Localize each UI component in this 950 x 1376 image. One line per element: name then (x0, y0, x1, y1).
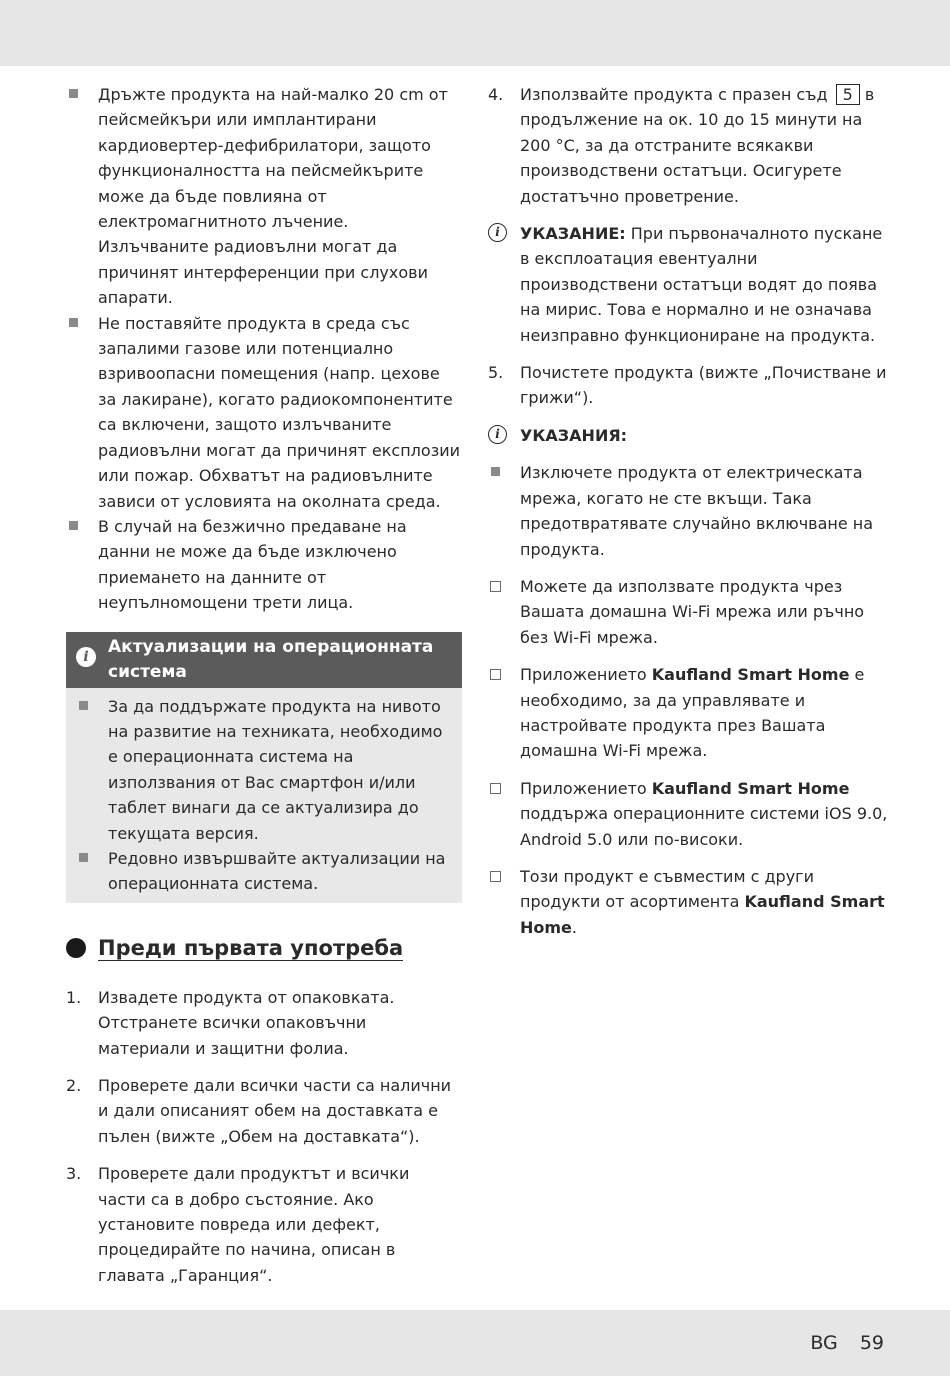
list-item: Можете да използвате продукта чрез Вашата домашна Wi-Fi мрежа или ръчно без Wi-Fi мрежа. (488, 574, 888, 650)
brand-name: Kaufland Smart Home (651, 778, 850, 798)
item-text: поддържа операционните системи iOS 9.0, Android 5.0 или по-високи. (520, 804, 888, 849)
part-reference: 5 (836, 84, 860, 105)
info-box-title: Актуализации на операционната система (108, 636, 434, 682)
item-text: Този продукт е съвместим с други продукти от асортимента (520, 866, 814, 912)
list-item: В случай на безжично предаване на данни не може да бъде изключено приемането на данните от неупълномощени трети лица. (66, 514, 462, 616)
note-text: При първоначалното пускане в експлоатация евентуални производствени остатъци водят до поява на мирис. Това е нормално и не означава неизправно функциониране на продукта. (520, 224, 883, 345)
step-number: 3. (66, 1164, 82, 1184)
brand-name: Kaufland Smart Home (520, 892, 885, 937)
note-label: УКАЗАНИЕ: (520, 224, 626, 244)
item-text: Приложението (520, 778, 647, 798)
step-number: 4. (488, 85, 504, 104)
list-item: Дръжте продукта на най-малко 20 cm от пейсмейкъри или имплантирани кардиовертер-дефибрилатори, защото функционалността на пейсмейкърите може да бъде повлияна от електромагнитното лъчение. Излъчваните радиовълни могат да причинят интерференции при слухови апарати. (66, 82, 462, 311)
step-item (488, 360, 888, 411)
bullet-dot-icon (66, 938, 86, 958)
list-item: Не поставяйте продукта в среда със запалими газове или потенциално взривоопасни помещения (напр. цехове за лакиране), когато радиокомпонентите са включени, защото излъчваните радиовълни могат да причинят експлозии или пожар. Обхватът на радиовълните зависи от условията на околната среда. (66, 311, 462, 514)
item-text: е необходимо, за да управлявате и настройвате продукта през Вашата домашна Wi-Fi мрежа. (520, 665, 865, 761)
brand-name: Kaufland Smart Home (651, 665, 850, 685)
list-item (488, 662, 888, 764)
step-number: 2. (66, 1076, 82, 1095)
os-update-info-box (66, 632, 462, 903)
notes-label: УКАЗАНИЯ: (520, 425, 628, 445)
section-heading (66, 933, 462, 963)
list-item: Изключете продукта от електрическата мрежа, когато не сте вкъщи. Така предотвратявате случайно включване на продукта. (488, 460, 888, 562)
info-icon: i (76, 647, 96, 667)
step-text: Извадете продукта от опаковката. Отстранете всички опаковъчни материали и защитни фолиа. (98, 987, 395, 1058)
step-text: Проверете дали продуктът и всички части са в добро състояние. Ако установите повреда или дефект, процедирайте по начина, описан в главата „Гаранция“. (98, 1164, 410, 1285)
info-icon: i (488, 425, 507, 444)
section-title: Преди първата употреба (98, 935, 404, 960)
info-icon: i (488, 223, 507, 242)
right-column (488, 82, 888, 952)
info-box-body (66, 688, 462, 897)
note-block (488, 221, 888, 348)
footer-band (0, 1310, 950, 1376)
step-item (66, 1073, 462, 1149)
step-item (66, 985, 462, 1061)
step-number: 5. (488, 363, 504, 383)
left-column (66, 82, 462, 1300)
list-item (488, 864, 888, 940)
notes-heading (488, 423, 888, 448)
item-text: . (571, 917, 577, 937)
step-item (66, 1161, 462, 1288)
info-box-header (66, 632, 462, 688)
page-number: 59 (859, 1332, 884, 1354)
step-text: Използвайте продукта с празен съд (520, 85, 828, 104)
step-text: Проверете дали всички части са налични и дали описаният обем на доставката е пълен (вижте „Обем на доставката“). (98, 1076, 452, 1146)
header-band (0, 0, 950, 66)
step-number: 1. (66, 987, 82, 1007)
step-text: Почистете продукта (вижте „Почистване и грижи“). (520, 363, 887, 408)
language-code: BG (810, 1332, 838, 1354)
list-item (488, 776, 888, 852)
list-item: Редовно извършвайте актуализации на операционната система. (76, 846, 452, 897)
step-item (488, 82, 888, 209)
item-text: Приложението (520, 665, 647, 685)
list-item: За да поддържате продукта на нивото на развитие на техниката, необходимо е операционната система на използвания от Вас смартфон и/или таблет винаги да се актуализира до текущата версия. (76, 694, 452, 846)
step-text-cont: в продължение на ок. 10 до 15 минути на 200 °C, за да отстраните всякакви производствени остатъци. Осигурете достатъчно проветрение. (520, 85, 875, 206)
page-footer (810, 1332, 884, 1354)
